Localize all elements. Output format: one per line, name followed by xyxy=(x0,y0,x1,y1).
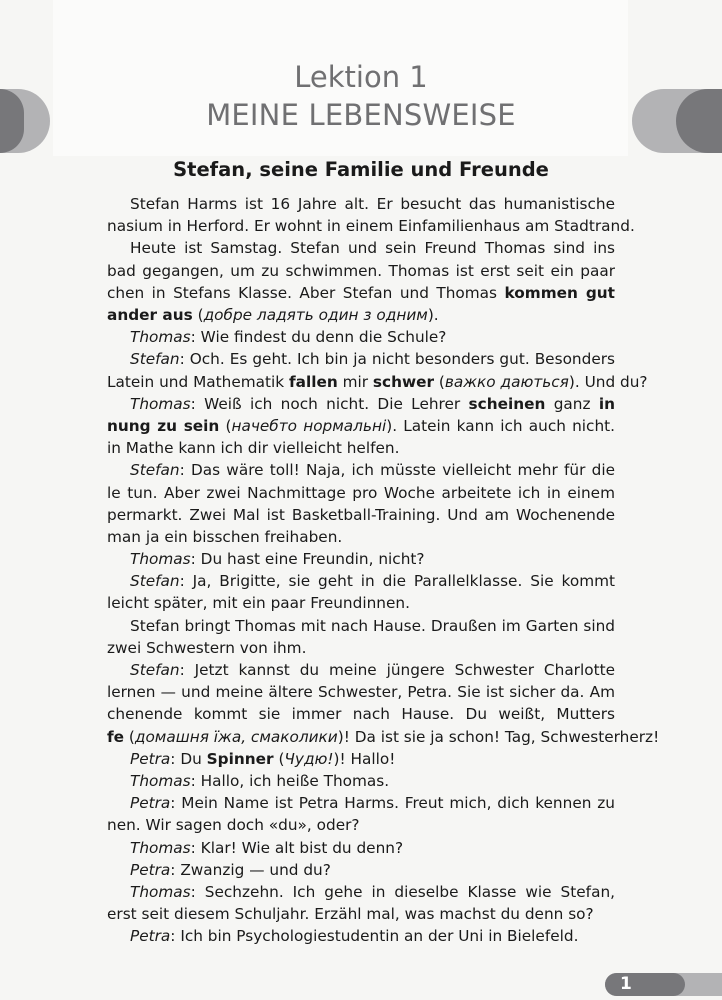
page-number-tab xyxy=(605,973,722,996)
body-text xyxy=(107,193,660,948)
text-segment: : Jetzt kannst du meine jüngere Schwester Charlotte xyxy=(179,661,615,680)
text-segment: : Klar! Wie alt bist du denn? xyxy=(190,838,404,857)
text-line xyxy=(107,615,615,637)
text-line xyxy=(107,681,615,703)
text-line xyxy=(107,526,615,548)
paragraph xyxy=(107,770,615,792)
text-segment: man ja ein bisschen freihaben. xyxy=(107,527,343,546)
bold-phrase: kommen gut xyxy=(504,283,615,302)
text-segment: leicht später, mit ein paar Freundinnen. xyxy=(107,594,410,613)
text-segment: nasium in Herford. Er wohnt in einem Einfamilienhaus am Stadtrand. xyxy=(107,217,635,236)
italic-phrase: Stefan xyxy=(130,350,180,369)
bold-phrase: ander aus xyxy=(107,305,193,324)
text-line xyxy=(107,504,615,526)
paragraph xyxy=(107,548,615,570)
paragraph xyxy=(107,881,615,925)
text-segment: lernen — und meine ältere Schwester, Petra. Sie ist sicher da. Am xyxy=(107,683,615,702)
bold-phrase: fe xyxy=(107,727,125,746)
italic-phrase: Thomas xyxy=(130,328,191,347)
text-line xyxy=(107,393,615,415)
text-line xyxy=(107,792,615,814)
text-segment: erst seit diesem Schuljahr. Erzähl mal, was machst du denn so? xyxy=(107,905,594,924)
text-line xyxy=(107,903,615,925)
text-segment: chenende kommt sie immer nach Hause. Du weißt, Mutters xyxy=(107,705,615,724)
text-line xyxy=(107,282,615,304)
text-segment: : Sechzehn. Ich gehe in dieselbe Klasse wie Stefan, xyxy=(190,883,615,902)
text-segment: zwei Schwestern von ihm. xyxy=(107,638,307,657)
italic-phrase: начебто нормальні xyxy=(231,416,387,435)
paragraph xyxy=(107,615,615,659)
bold-phrase: schwer xyxy=(372,372,435,391)
text-segment: Stefan bringt Thomas mit nach Hause. Draußen im Garten sind xyxy=(130,616,615,635)
paragraph xyxy=(107,326,615,348)
bold-phrase: nung zu sein xyxy=(107,416,220,435)
italic-phrase: Petra xyxy=(130,927,171,946)
text-line xyxy=(107,260,615,282)
text-segment: ( xyxy=(219,416,232,435)
italic-phrase: Чудю! xyxy=(284,749,334,768)
paragraph xyxy=(107,925,615,947)
text-line xyxy=(107,726,660,748)
italic-phrase: Thomas xyxy=(130,394,191,413)
text-line xyxy=(107,637,615,659)
text-line xyxy=(107,548,615,570)
text-line xyxy=(107,482,615,504)
paragraph xyxy=(107,237,615,326)
text-segment: : Das wäre toll! Naja, ich müsste vielleicht mehr für die xyxy=(179,461,615,480)
text-segment: ( xyxy=(434,372,445,391)
lesson-number: Lektion 1 xyxy=(294,60,428,94)
page-number-pill xyxy=(605,973,685,996)
text-segment: : Weiß ich noch nicht. Die Lehrer xyxy=(190,394,469,413)
text-segment: bad gegangen, um zu schwimmen. Thomas ist erst seit ein paar xyxy=(107,261,615,280)
paragraph xyxy=(107,393,615,460)
text-line xyxy=(107,814,615,836)
section-title: Stefan, seine Familie und Freunde xyxy=(173,158,549,181)
text-segment: le tun. Aber zwei Nachmittage pro Woche arbeitete ich in einem xyxy=(107,483,615,502)
text-line xyxy=(107,459,615,481)
paragraph xyxy=(107,748,615,770)
bold-phrase: Spinner xyxy=(206,749,274,768)
text-segment: : Ich bin Psychologiestudentin an der Uni in Bielefeld. xyxy=(170,927,579,946)
text-segment: chen in Stefans Klasse. Aber Stefan und Thomas xyxy=(107,283,505,302)
text-segment: : Du xyxy=(170,749,207,768)
page-number: 1 xyxy=(620,974,632,994)
text-segment: ). xyxy=(427,305,439,324)
text-segment: Heute ist Samstag. Stefan und sein Freund Thomas sind ins xyxy=(130,239,615,258)
text-segment: permarkt. Zwei Mal ist Basketball-Training. Und am Wochenende xyxy=(107,505,615,524)
italic-phrase: домашня їжа, смаколики xyxy=(134,727,338,746)
paragraph xyxy=(107,348,648,392)
text-segment: nen. Wir sagen doch «du», oder? xyxy=(107,816,360,835)
italic-phrase: Thomas xyxy=(130,838,191,857)
italic-phrase: Stefan xyxy=(130,572,180,591)
text-segment: : Du hast eine Freundin, nicht? xyxy=(190,550,425,569)
text-segment: )! Da ist sie ja schon! Tag, Schwesterherz! xyxy=(337,727,660,746)
paragraph xyxy=(107,659,660,748)
italic-phrase: Thomas xyxy=(130,772,191,791)
text-line xyxy=(107,570,615,592)
text-line xyxy=(107,304,615,326)
text-line xyxy=(107,415,615,437)
text-segment: mir xyxy=(337,372,373,391)
italic-phrase: Thomas xyxy=(130,550,191,569)
paragraph xyxy=(107,193,635,237)
text-segment: : Zwanzig — und du? xyxy=(170,860,331,879)
italic-phrase: Stefan xyxy=(130,661,180,680)
text-segment: ( xyxy=(192,305,204,324)
text-segment: ganz xyxy=(545,394,599,413)
italic-phrase: Petra xyxy=(130,794,171,813)
text-line xyxy=(107,326,615,348)
text-segment: Latein und Mathematik xyxy=(107,372,289,391)
text-segment: : Wie findest du denn die Schule? xyxy=(190,328,447,347)
text-line xyxy=(107,193,615,215)
text-segment: : Hallo, ich heiße Thomas. xyxy=(190,772,390,791)
text-line xyxy=(107,703,615,725)
paragraph xyxy=(107,459,615,548)
text-line xyxy=(107,437,615,459)
text-segment: ( xyxy=(273,749,285,768)
text-line xyxy=(107,859,615,881)
text-segment: Stefan Harms ist 16 Jahre alt. Er besucht das humanistische xyxy=(130,195,615,213)
italic-phrase: важко даються xyxy=(444,372,569,391)
text-line xyxy=(107,925,615,947)
text-line xyxy=(107,748,615,770)
italic-phrase: Thomas xyxy=(130,883,191,902)
text-segment: ). Latein kann ich auch nicht. xyxy=(386,416,615,435)
bold-phrase: in xyxy=(598,394,615,413)
text-line xyxy=(107,770,615,792)
italic-phrase: добре ладять один з одним xyxy=(203,305,428,324)
text-line xyxy=(107,237,615,259)
text-segment: in Mathe kann ich dir vielleicht helfen. xyxy=(107,439,400,458)
text-segment: : Mein Name ist Petra Harms. Freut mich, dich kennen zu xyxy=(170,794,615,813)
text-line xyxy=(107,215,635,237)
italic-phrase: Petra xyxy=(130,749,171,768)
paragraph xyxy=(107,792,615,836)
paragraph xyxy=(107,837,615,859)
bold-phrase: scheinen xyxy=(468,394,546,413)
text-line xyxy=(107,881,615,903)
paragraph xyxy=(107,570,615,614)
italic-phrase: Petra xyxy=(130,860,171,879)
italic-phrase: Stefan xyxy=(130,461,180,480)
paragraph xyxy=(107,859,615,881)
lesson-title: MEINE LEBENSWEISE xyxy=(206,98,516,132)
text-line xyxy=(107,837,615,859)
text-segment: : Och. Es geht. Ich bin ja nicht besonders gut. Besonders xyxy=(179,350,615,369)
text-segment: ). Und du? xyxy=(568,372,648,391)
text-segment: )! Hallo! xyxy=(333,749,396,768)
bold-phrase: fallen xyxy=(289,372,338,391)
text-segment: : Ja, Brigitte, sie geht in die Parallelklasse. Sie kommt xyxy=(179,572,615,591)
text-line xyxy=(107,592,615,614)
text-segment: ( xyxy=(124,727,135,746)
text-line xyxy=(107,371,648,393)
text-line xyxy=(107,348,615,370)
text-line xyxy=(107,659,615,681)
